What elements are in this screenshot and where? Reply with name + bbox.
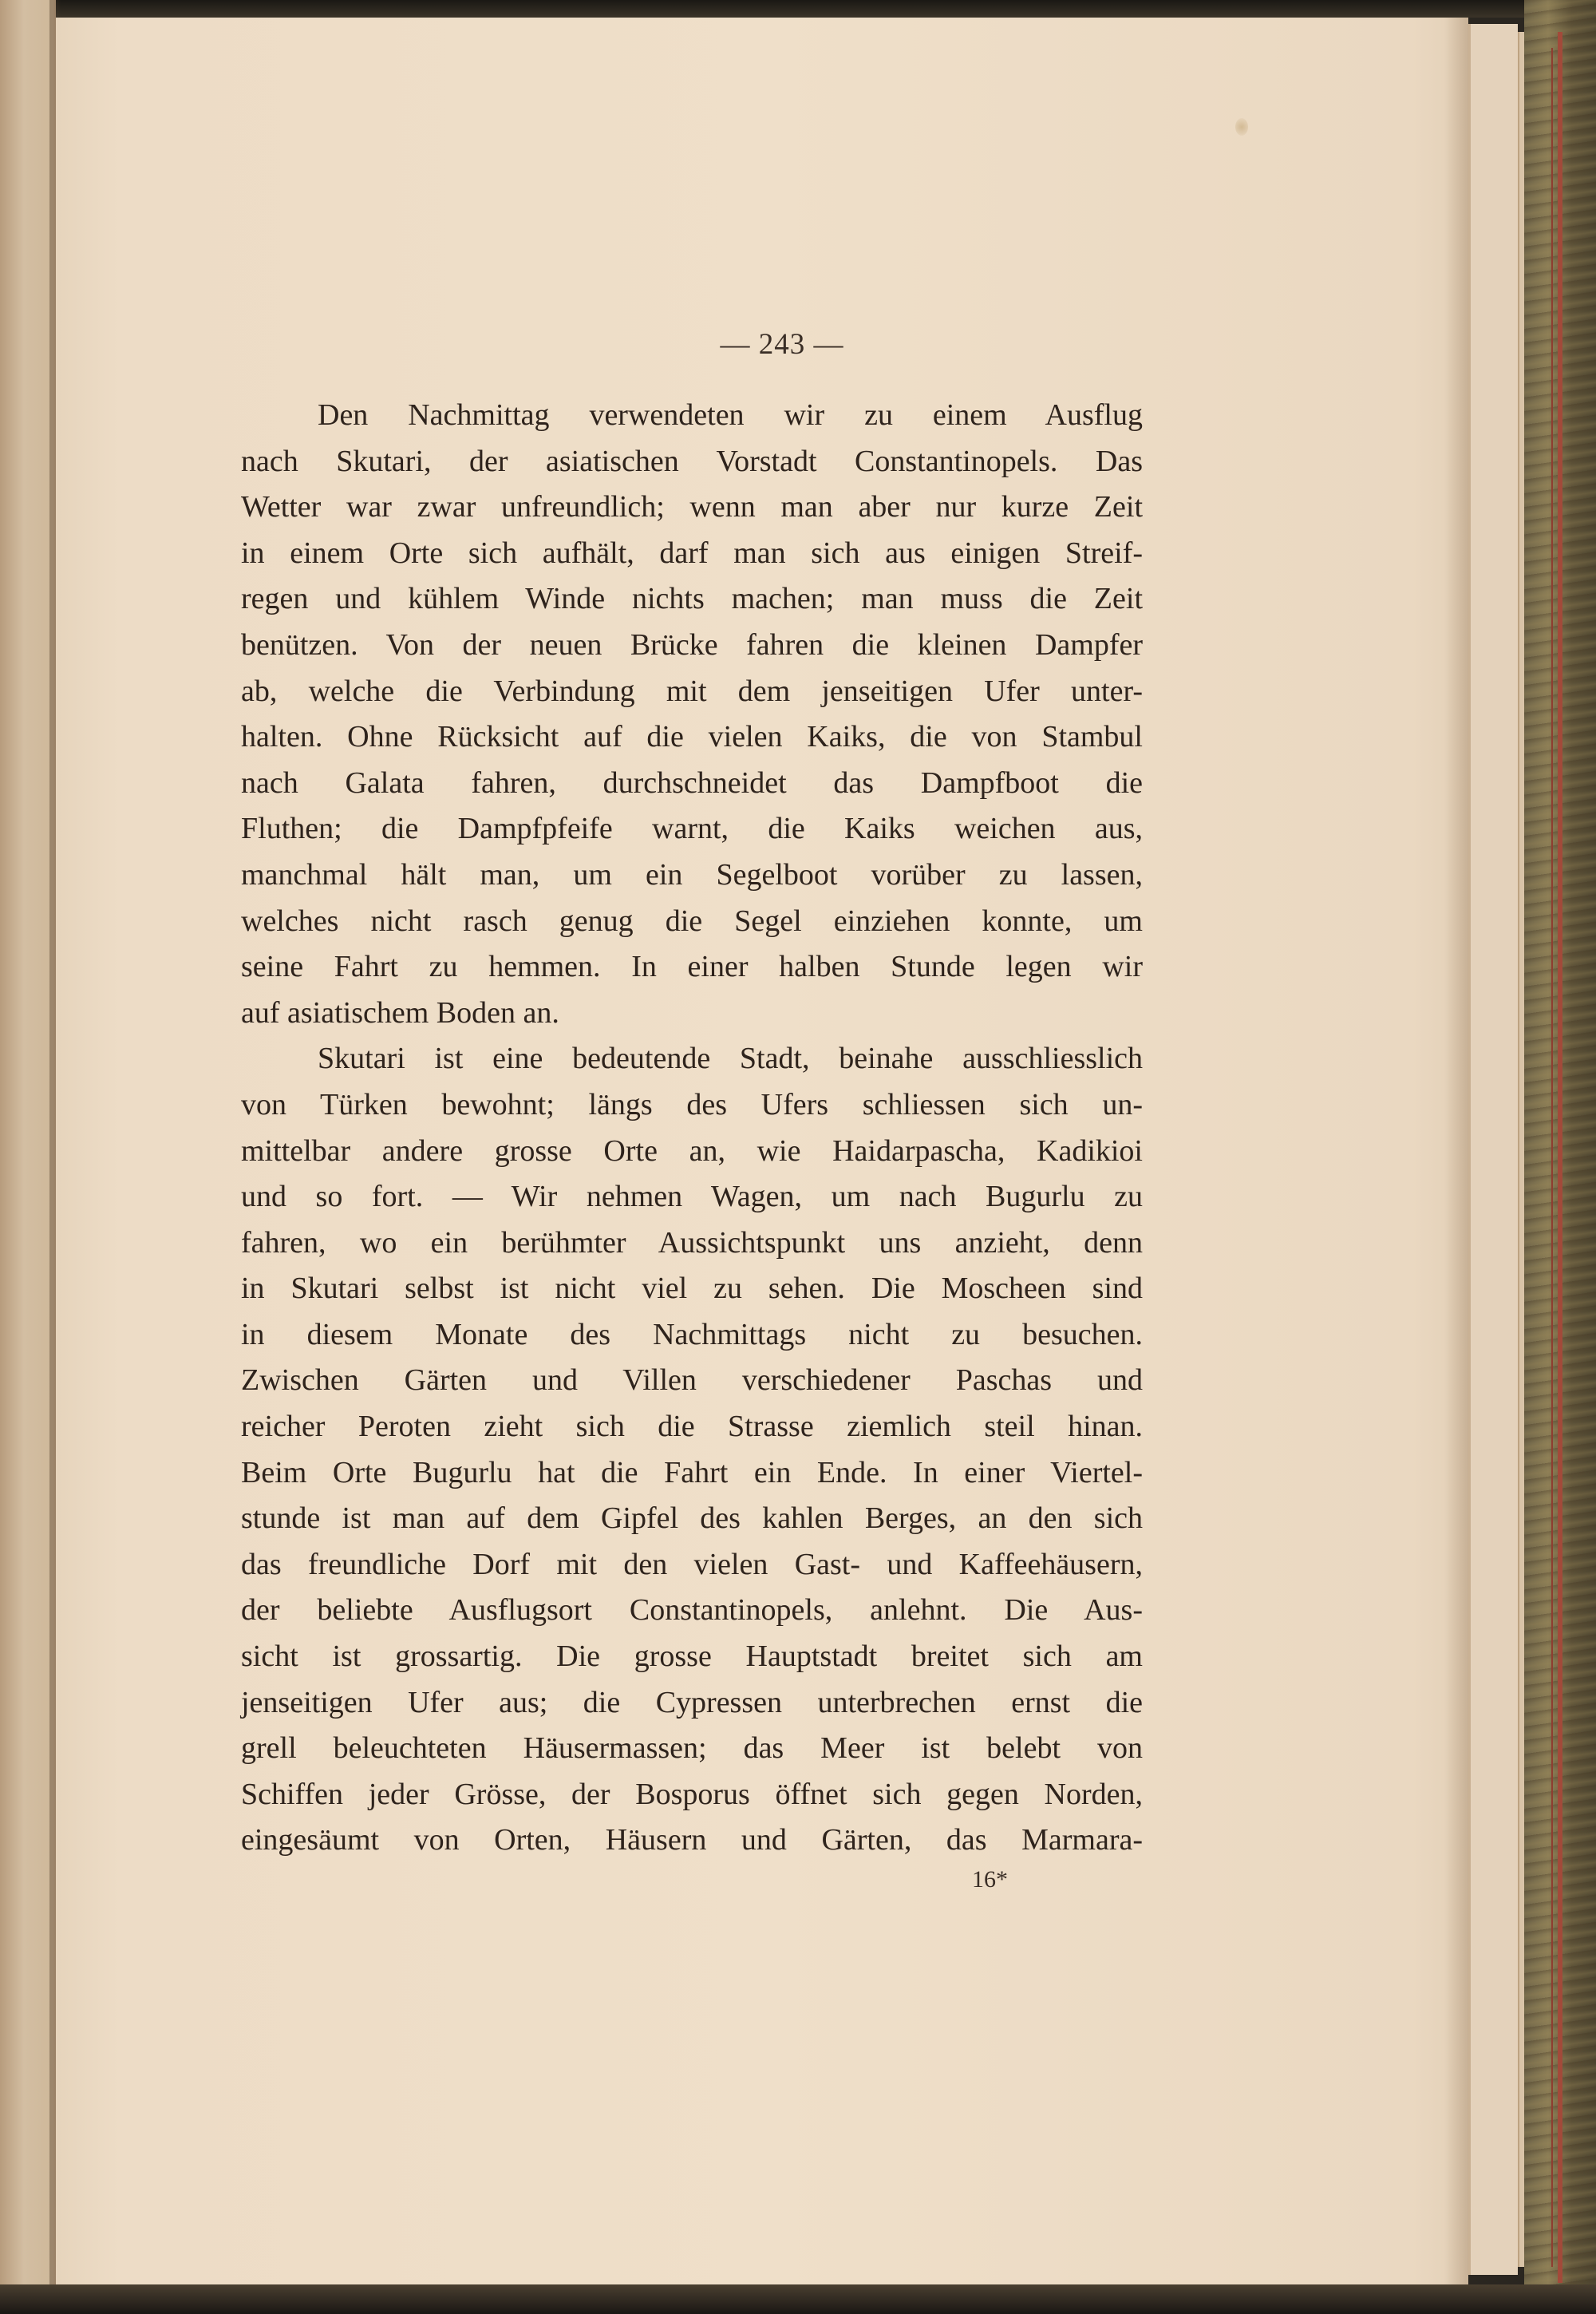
- signature-mark: 16*: [972, 1866, 1008, 1893]
- text-line: fahren, wo ein berühmter Aussichtspunkt uns anzieht, denn: [241, 1225, 1143, 1260]
- stacked-page-edges: [1468, 24, 1518, 2275]
- text-line: der beliebte Ausflugsort Constantinopels, anlehnt. Die Aus-: [241, 1593, 1143, 1628]
- text-line: Zwischen Gärten und Villen verschiedener Paschas und: [241, 1363, 1143, 1398]
- text-line: Fluthen; die Dampfpfeife warnt, die Kaiks weichen aus,: [241, 812, 1143, 846]
- text-line: grell beleuchteten Häusermassen; das Meer ist belebt von: [241, 1731, 1143, 1766]
- body-text: [241, 393, 1143, 1864]
- text-line: Den Nachmittag verwendeten wir zu einem Ausflug: [318, 398, 1143, 432]
- text-line: in diesem Monate des Nachmittags nicht zu besuchen.: [241, 1317, 1143, 1351]
- text-line: eingesäumt von Orten, Häusern und Gärten, das Marmara-: [241, 1823, 1143, 1857]
- text-line: ab, welche die Verbindung mit dem jenseitigen Ufer unter-: [241, 674, 1143, 708]
- text-line: manchmal hält man, um ein Segelboot vorüber zu lassen,: [241, 857, 1143, 892]
- text-line: auf asiatischem Boden an.: [241, 995, 559, 1030]
- text-line: halten. Ohne Rücksicht auf die vielen Kaiks, die von Stambul: [241, 720, 1143, 754]
- text-line: stunde ist man auf dem Gipfel des kahlen Berges, an den sich: [241, 1501, 1143, 1536]
- text-line: Wetter war zwar unfreundlich; wenn man aber nur kurze Zeit: [241, 490, 1143, 524]
- text-line: Schiffen jeder Grösse, der Bosporus öffnet sich gegen Norden,: [241, 1777, 1143, 1811]
- text-line: Skutari ist eine bedeutende Stadt, beinahe ausschliesslich: [318, 1042, 1143, 1076]
- text-line: reicher Peroten zieht sich die Strasse ziemlich steil hinan.: [241, 1410, 1143, 1444]
- text-line: von Türken bewohnt; längs des Ufers schliessen sich un-: [241, 1087, 1143, 1121]
- text-line: sicht ist grossartig. Die grosse Hauptstadt breitet sich am: [241, 1640, 1143, 1674]
- scan-bottom-edge: [0, 2284, 1596, 2314]
- paragraph-2: [241, 1036, 1143, 1864]
- text-line: regen und kühlem Winde nichts machen; man muss die Zeit: [241, 582, 1143, 616]
- paragraph-1: [241, 393, 1143, 1036]
- text-line: in Skutari selbst ist nicht viel zu sehen. Die Moscheen sind: [241, 1272, 1143, 1306]
- page-edge-line: [1468, 24, 1471, 2275]
- text-line: mittelbar andere grosse Orte an, wie Haidarpascha, Kadikioi: [241, 1133, 1143, 1168]
- text-line: das freundliche Dorf mit den vielen Gast- und Kaffeehäusern,: [241, 1547, 1143, 1581]
- text-line: und so fort. — Wir nehmen Wagen, um nach Bugurlu zu: [241, 1180, 1143, 1214]
- page-number: — 243 —: [720, 328, 844, 361]
- red-page-edge-inner: [1551, 48, 1553, 2267]
- text-line: seine Fahrt zu hemmen. In einer halben Stunde legen wir: [241, 950, 1143, 984]
- text-line: in einem Orte sich aufhält, darf man sich aus einigen Streif-: [241, 536, 1143, 570]
- text-line: welches nicht rasch genug die Segel einziehen konnte, um: [241, 904, 1143, 938]
- text-line: Beim Orte Bugurlu hat die Fahrt ein Ende. In einer Viertel-: [241, 1455, 1143, 1489]
- text-line: jenseitigen Ufer aus; die Cypressen unterbrechen ernst die: [241, 1685, 1143, 1719]
- text-line: benützen. Von der neuen Brücke fahren die kleinen Dampfer: [241, 627, 1143, 662]
- paper-stain: [1235, 118, 1248, 136]
- text-line: nach Skutari, der asiatischen Vorstadt Constantinopels. Das: [241, 444, 1143, 478]
- red-page-edge: [1558, 32, 1562, 2283]
- text-line: nach Galata fahren, durchschneidet das Dampfboot die: [241, 765, 1143, 800]
- scan-top-edge: [0, 0, 1596, 18]
